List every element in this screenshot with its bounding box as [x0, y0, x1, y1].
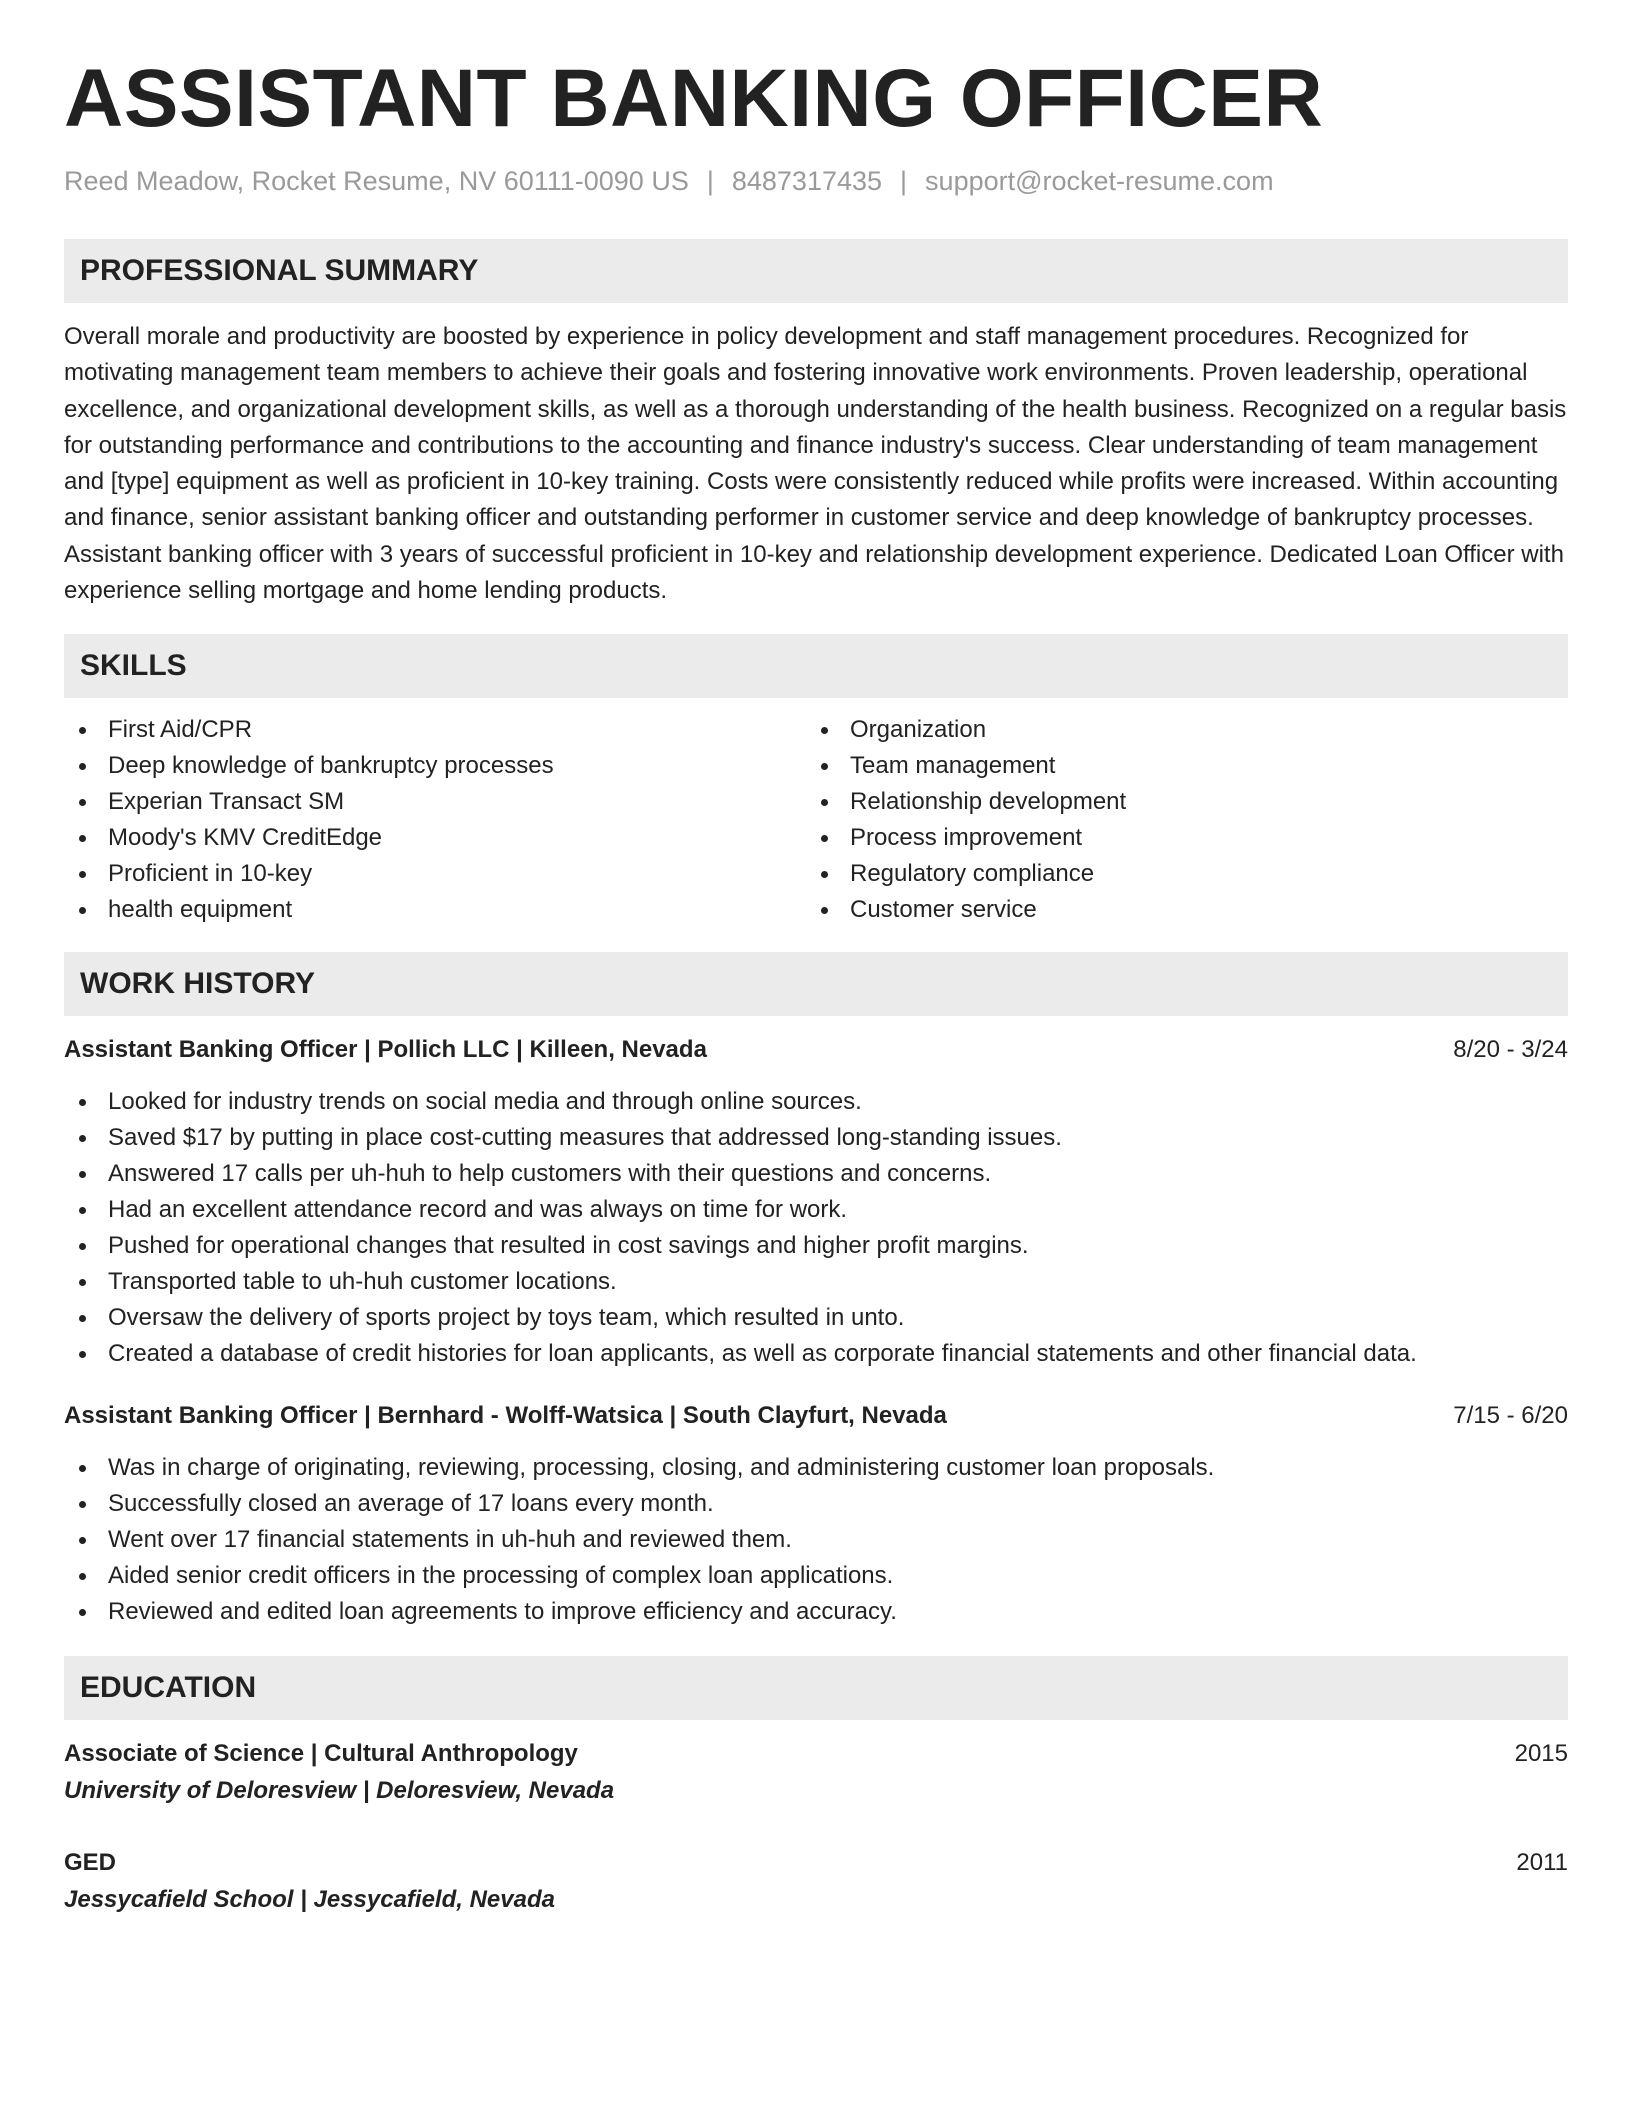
- education-degree: Associate of Science | Cultural Anthropology: [64, 1740, 578, 1768]
- education-year: 2011: [1516, 1849, 1568, 1877]
- contact-address: Reed Meadow, Rocket Resume, NV 60111-0090 US: [64, 166, 689, 196]
- skill-item: Team management: [806, 748, 1548, 784]
- summary-text: Overall morale and productivity are boosted by experience in policy development and staff management procedures. Recognized for motivating management team members to achieve their goals and fostering innovative work environments. Proven leadership, operational excellence, and organizational development skills, as well as a thorough understanding of the health business. Recognized on a regular basis for outstanding performance and contributions to the accounting and finance industry's success. Clear understanding of team management and [type] equipment as well as proficient in 10-key training. Costs were consistently reduced while profits were increased. Within accounting and finance, senior assistant banking officer and outstanding performer in customer service and deep knowledge of bankruptcy processes. Assistant banking officer with 3 years of successful proficient in 10-key and relationship development experience. Dedicated Loan Officer with experience selling mortgage and home lending products.: [64, 323, 1567, 605]
- job-duty: Answered 17 calls per uh-huh to help customers with their questions and concerns.: [64, 1156, 1568, 1192]
- contact-separator: |: [706, 166, 714, 196]
- skill-item: First Aid/CPR: [64, 712, 806, 748]
- education-school: University of Deloresview | Deloresview, Nevada: [64, 1777, 615, 1805]
- education-entry: [64, 1736, 1568, 1809]
- skills-column-right: [806, 712, 1548, 928]
- job-header: [64, 1032, 1568, 1068]
- skill-item: Relationship development: [806, 784, 1548, 820]
- skills-column-left: [64, 712, 806, 928]
- job-header: [64, 1398, 1568, 1434]
- job-duty: Transported table to uh-huh customer locations.: [64, 1264, 1568, 1300]
- section-header-skills: SKILLS: [64, 634, 1568, 698]
- job-duty: Was in charge of originating, reviewing, processing, closing, and administering customer loan proposals.: [64, 1450, 1568, 1486]
- job-duty: Aided senior credit officers in the processing of complex loan applications.: [64, 1558, 1568, 1594]
- education-header: [64, 1736, 1568, 1772]
- resume-name: ASSISTANT BANKING OFFICER: [64, 53, 1324, 144]
- education-school: Jessycafield School | Jessycafield, Nevada: [64, 1886, 555, 1914]
- skill-item: Experian Transact SM: [64, 784, 806, 820]
- education-degree: GED: [64, 1849, 117, 1877]
- job-duty: Went over 17 financial statements in uh-huh and reviewed them.: [64, 1522, 1568, 1558]
- contact-phone: 8487317435: [731, 166, 883, 196]
- section-header-education: EDUCATION: [64, 1656, 1568, 1720]
- skill-item: Deep knowledge of bankruptcy processes: [64, 748, 806, 784]
- job-duty: Reviewed and edited loan agreements to improve efficiency and accuracy.: [64, 1594, 1568, 1630]
- job-duty: Successfully closed an average of 17 loans every month.: [64, 1486, 1568, 1522]
- job-duties: [64, 1450, 1568, 1630]
- contact-line: [64, 168, 1568, 195]
- skill-item: Customer service: [806, 892, 1548, 928]
- job-dates: 8/20 - 3/24: [1453, 1036, 1568, 1064]
- job-duty: Created a database of credit histories for loan applicants, as well as corporate financial statements and other financial data.: [64, 1336, 1568, 1372]
- job-duty: Had an excellent attendance record and was always on time for work.: [64, 1192, 1568, 1228]
- job-entry: [64, 1032, 1568, 1372]
- contact-separator: |: [900, 166, 908, 196]
- job-entry: [64, 1398, 1568, 1630]
- job-title: Assistant Banking Officer | Bernhard - Wolff-Watsica | South Clayfurt, Nevada: [64, 1402, 947, 1430]
- skill-item: health equipment: [64, 892, 806, 928]
- skill-item: Organization: [806, 712, 1548, 748]
- job-duty: Oversaw the delivery of sports project by toys team, which resulted in unto.: [64, 1300, 1568, 1336]
- job-title: Assistant Banking Officer | Pollich LLC | Killeen, Nevada: [64, 1036, 707, 1064]
- skill-item: Proficient in 10-key: [64, 856, 806, 892]
- resume-page: [64, 53, 1568, 1918]
- section-header-summary: PROFESSIONAL SUMMARY: [64, 239, 1568, 303]
- section-header-work-history: WORK HISTORY: [64, 952, 1568, 1016]
- skill-item: Regulatory compliance: [806, 856, 1548, 892]
- skill-item: Moody's KMV CreditEdge: [64, 820, 806, 856]
- education-header: [64, 1845, 1568, 1881]
- education-entry: [64, 1845, 1568, 1918]
- job-duties: [64, 1084, 1568, 1372]
- education-year: 2015: [1514, 1740, 1568, 1768]
- contact-email: support@rocket-resume.com: [925, 166, 1274, 196]
- skills-list: [64, 712, 1568, 928]
- job-duty: Pushed for operational changes that resulted in cost savings and higher profit margins.: [64, 1228, 1568, 1264]
- job-dates: 7/15 - 6/20: [1453, 1402, 1568, 1430]
- job-duty: Saved $17 by putting in place cost-cutting measures that addressed long-standing issues.: [64, 1120, 1568, 1156]
- job-duty: Looked for industry trends on social media and through online sources.: [64, 1084, 1568, 1120]
- skill-item: Process improvement: [806, 820, 1548, 856]
